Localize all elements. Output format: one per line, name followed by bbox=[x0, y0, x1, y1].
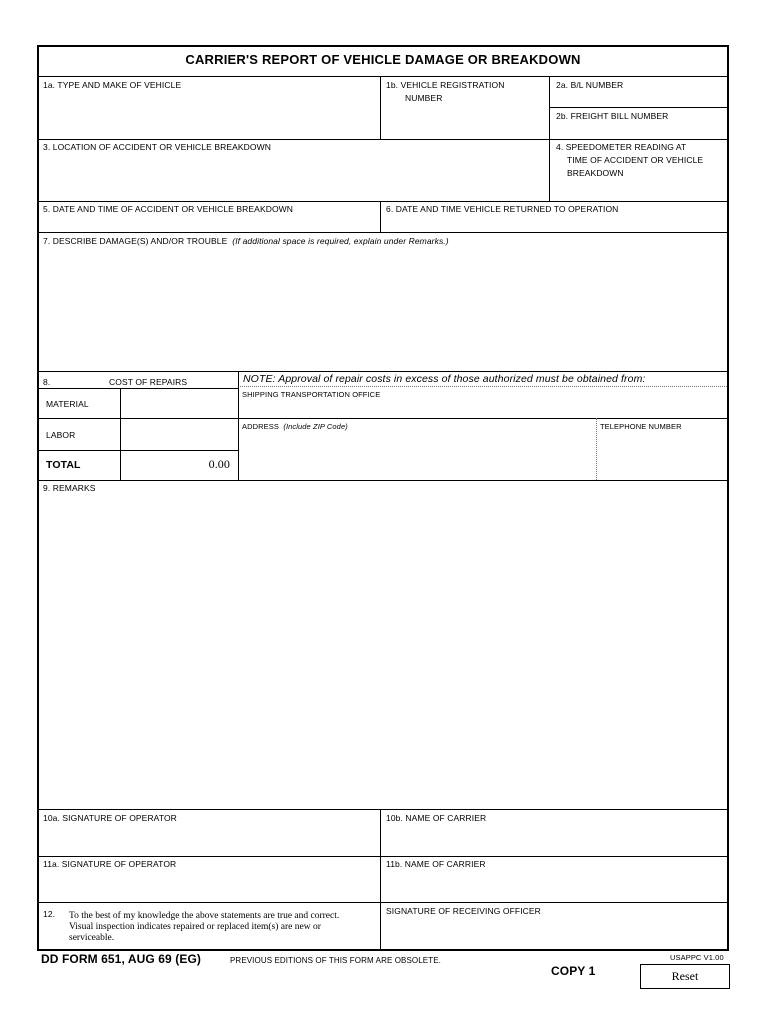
total-value: 0.00 bbox=[208, 457, 230, 471]
speedometer-label-2: TIME OF ACCIDENT OR VEHICLE bbox=[567, 155, 704, 165]
labor-label: LABOR bbox=[46, 430, 76, 440]
shipping-office-label: SHIPPING TRANSPORTATION OFFICE bbox=[242, 390, 381, 399]
certification-line-3: serviceable. bbox=[69, 933, 115, 943]
rule bbox=[549, 107, 727, 108]
remarks-input[interactable] bbox=[41, 496, 729, 810]
date-time-accident-input[interactable] bbox=[41, 216, 381, 232]
location-input[interactable] bbox=[41, 154, 550, 200]
signature-operator-10a-input[interactable] bbox=[41, 826, 381, 856]
describe-damage-label bbox=[43, 235, 449, 248]
rule bbox=[39, 201, 727, 202]
cost-repairs-label: COST OF REPAIRS bbox=[109, 377, 188, 387]
telephone-label: TELEPHONE NUMBER bbox=[600, 422, 682, 431]
name-carrier-10b-input[interactable] bbox=[383, 826, 729, 856]
describe-damage-text: 7. DESCRIBE DAMAGE(S) AND/OR TROUBLE bbox=[43, 236, 228, 246]
bl-number-label: 2a. B/L NUMBER bbox=[556, 80, 624, 90]
approval-note: NOTE: Approval of repair costs in excess of those authorized must be obtained from: bbox=[243, 373, 646, 385]
address-input[interactable] bbox=[241, 433, 597, 482]
speedometer-label-3: BREAKDOWN bbox=[567, 168, 624, 178]
certification-number: 12. bbox=[43, 909, 56, 919]
freight-bill-label: 2b. FREIGHT BILL NUMBER bbox=[556, 111, 669, 121]
rule bbox=[238, 386, 727, 387]
name-carrier-11b-input[interactable] bbox=[383, 872, 729, 902]
receiving-officer-input[interactable] bbox=[383, 919, 729, 949]
describe-damage-input[interactable] bbox=[41, 249, 729, 372]
date-time-returned-input[interactable] bbox=[383, 216, 729, 232]
address-note: (Include ZIP Code) bbox=[283, 422, 348, 431]
rule bbox=[120, 388, 121, 480]
date-time-returned-label: 6. DATE AND TIME VEHICLE RETURNED TO OPERATION bbox=[386, 204, 619, 214]
vehicle-registration-input[interactable] bbox=[383, 106, 550, 138]
version-label: USAPPC V1.00 bbox=[670, 953, 724, 962]
date-time-accident-label: 5. DATE AND TIME OF ACCIDENT OR VEHICLE BREAKDOWN bbox=[43, 204, 294, 214]
name-carrier-10b-label: 10b. NAME OF CARRIER bbox=[386, 813, 487, 823]
shipping-office-input[interactable] bbox=[241, 400, 729, 418]
signature-operator-11a-label: 11a. SIGNATURE OF OPERATOR bbox=[43, 859, 177, 869]
remarks-label: 9. REMARKS bbox=[43, 483, 96, 493]
rule bbox=[39, 139, 727, 140]
material-label: MATERIAL bbox=[46, 399, 89, 409]
form-id: DD FORM 651, AUG 69 (EG) bbox=[41, 952, 201, 966]
rule bbox=[39, 232, 727, 233]
cost-repairs-number: 8. bbox=[43, 377, 51, 387]
speedometer-input[interactable] bbox=[552, 181, 729, 201]
describe-damage-note: (If additional space is required, explain under Remarks.) bbox=[232, 236, 449, 246]
address-text: ADDRESS bbox=[242, 422, 279, 431]
vehicle-registration-label-2: NUMBER bbox=[405, 93, 443, 103]
receiving-officer-label: SIGNATURE OF RECEIVING OFFICER bbox=[386, 906, 541, 916]
vehicle-registration-label: 1b. VEHICLE REGISTRATION bbox=[386, 80, 505, 90]
freight-bill-input[interactable] bbox=[552, 122, 729, 139]
copy-label: COPY 1 bbox=[551, 964, 596, 978]
rule bbox=[39, 450, 238, 451]
previous-editions-note: PREVIOUS EDITIONS OF THIS FORM ARE OBSOLETE. bbox=[230, 956, 441, 965]
location-label: 3. LOCATION OF ACCIDENT OR VEHICLE BREAKDOWN bbox=[43, 142, 271, 152]
rule bbox=[39, 856, 727, 857]
certification-line-1: To the best of my knowledge the above statements are true and correct. bbox=[69, 911, 340, 921]
address-label bbox=[242, 421, 348, 434]
certification-text bbox=[69, 911, 365, 944]
signature-operator-10a-label: 10a. SIGNATURE OF OPERATOR bbox=[43, 813, 177, 823]
rule bbox=[39, 418, 727, 419]
signature-operator-11a-input[interactable] bbox=[41, 872, 381, 902]
material-cost-input[interactable] bbox=[123, 391, 239, 418]
telephone-input[interactable] bbox=[599, 433, 729, 480]
labor-cost-input[interactable] bbox=[123, 421, 239, 450]
type-make-vehicle-input[interactable] bbox=[41, 92, 381, 138]
reset-button[interactable]: Reset bbox=[640, 964, 730, 989]
rule bbox=[39, 902, 727, 903]
rule bbox=[39, 76, 727, 77]
name-carrier-11b-label: 11b. NAME OF CARRIER bbox=[386, 859, 486, 869]
bl-number-input[interactable] bbox=[552, 91, 729, 107]
form-title: CARRIER'S REPORT OF VEHICLE DAMAGE OR BREAKDOWN bbox=[185, 52, 581, 67]
type-make-vehicle-label: 1a. TYPE AND MAKE OF VEHICLE bbox=[43, 80, 182, 90]
speedometer-label: 4. SPEEDOMETER READING AT bbox=[556, 142, 687, 152]
certification-line-2: Visual inspection indicates repaired or replaced item(s) are new or bbox=[69, 922, 321, 932]
total-label: TOTAL bbox=[46, 459, 81, 471]
